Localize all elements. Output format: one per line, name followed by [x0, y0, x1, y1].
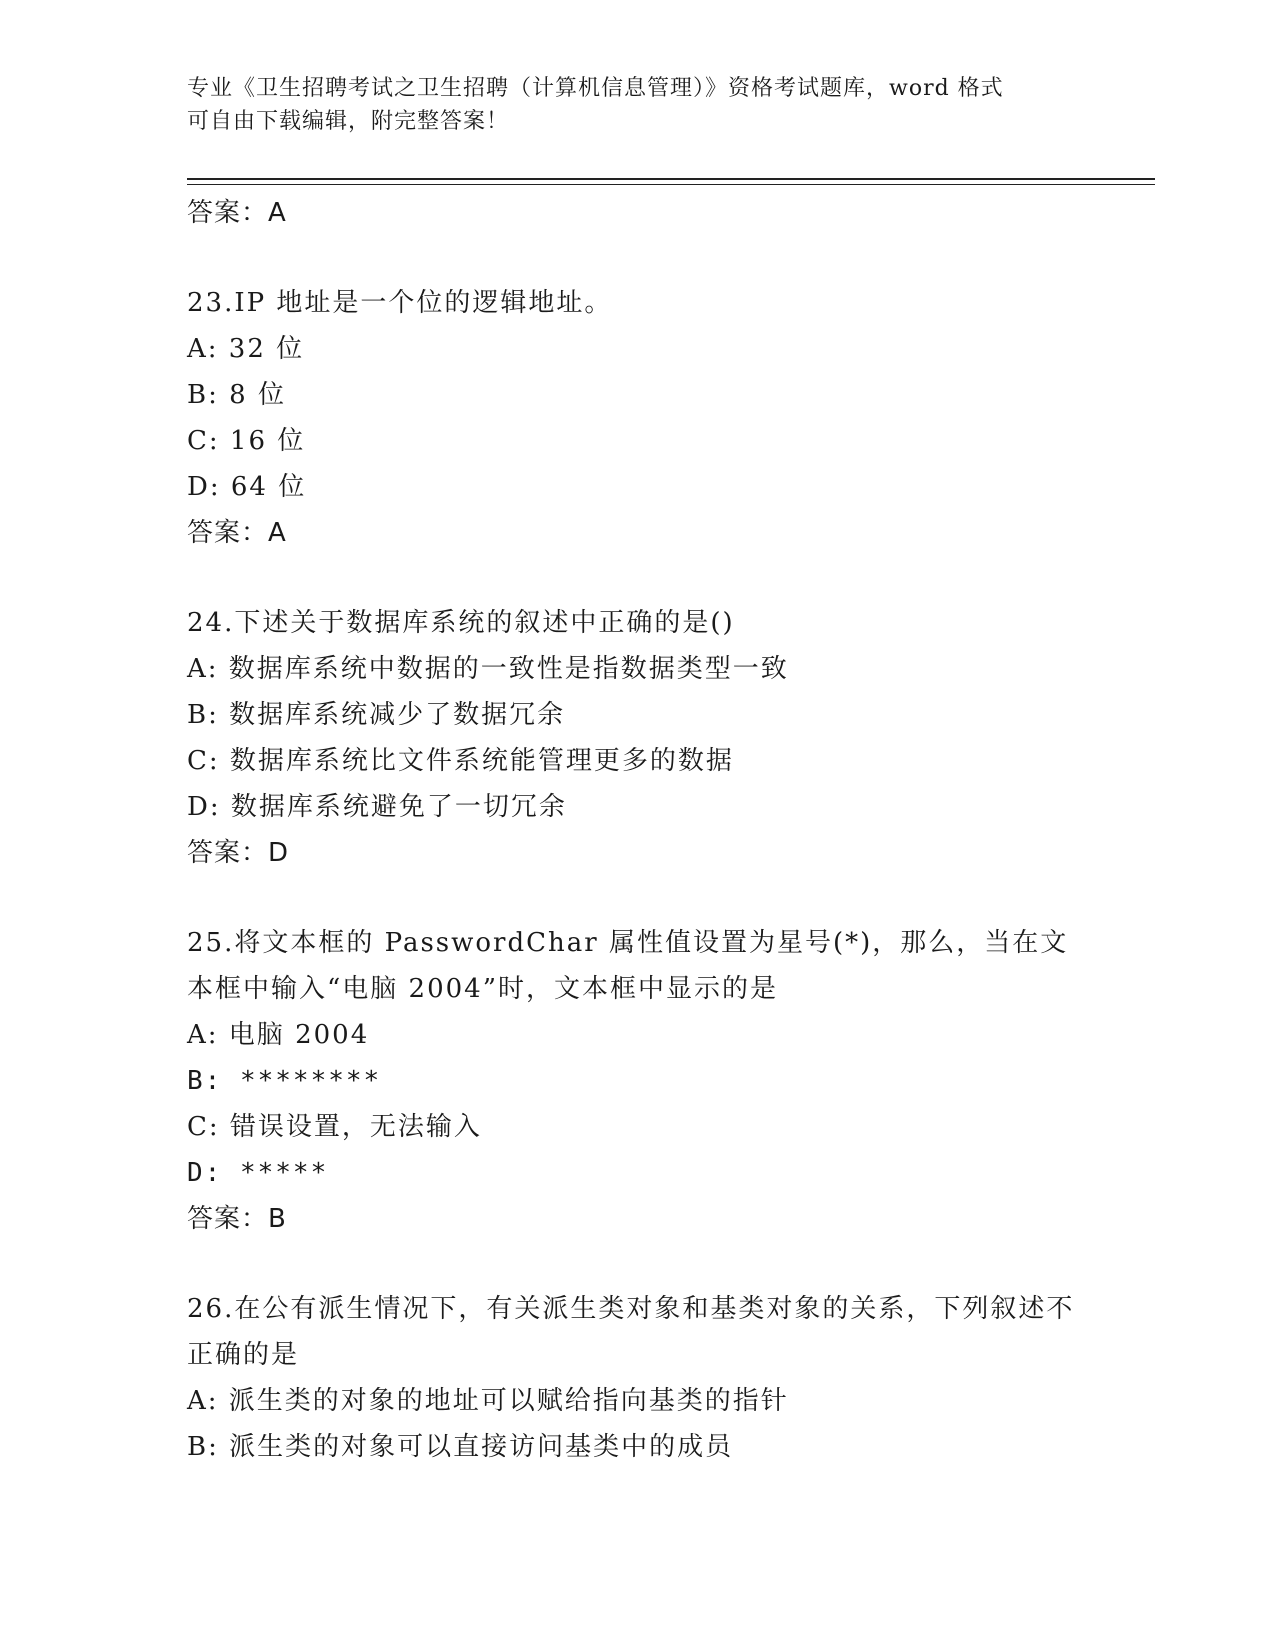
option-d: D: 数据库系统避免了一切冗余 — [187, 792, 567, 822]
option-a: A: 派生类的对象的地址可以赋给指向基类的指针 — [187, 1386, 789, 1416]
question-25 — [187, 920, 1087, 1242]
option-b: B: 派生类的对象可以直接访问基类中的成员 — [187, 1432, 734, 1462]
option-a: A: 电脑 2004 — [187, 1020, 370, 1050]
question-text: 26.在公有派生情况下，有关派生类对象和基类对象的关系，下列叙述不正确的是 — [187, 1294, 1075, 1370]
answer-line: 答案：D — [187, 838, 290, 868]
header-divider-thin — [187, 184, 1155, 185]
option-c: C: 16 位 — [187, 426, 306, 456]
question-26 — [187, 1286, 1087, 1470]
option-c: C: 错误设置，无法输入 — [187, 1112, 482, 1142]
option-b: B: 8 位 — [187, 380, 286, 410]
question-list — [187, 190, 1087, 1470]
answer-line: 答案：B — [187, 1204, 287, 1234]
header-line-2: 可自由下载编辑，附完整答案！ — [187, 109, 510, 134]
header-divider — [187, 178, 1155, 180]
option-d: D: 64 位 — [187, 472, 307, 502]
option-a: A: 数据库系统中数据的一致性是指数据类型一致 — [187, 654, 789, 684]
question-23 — [187, 280, 1087, 556]
answer-line: 答案：A — [187, 518, 287, 548]
answer-line: 答案：A — [187, 198, 287, 228]
question-text: 23.IP 地址是一个位的逻辑地址。 — [187, 288, 613, 318]
document-header — [187, 72, 1067, 138]
option-b: B: ******** — [187, 1066, 382, 1096]
option-d: D: ***** — [187, 1158, 329, 1188]
option-b: B: 数据库系统减少了数据冗余 — [187, 700, 566, 730]
option-a: A: 32 位 — [187, 334, 305, 364]
question-24 — [187, 600, 1087, 876]
question-text: 25.将文本框的 PasswordChar 属性值设置为星号(*)，那么，当在文本框中输入“电脑 2004”时，文本框中显示的是 — [187, 928, 1069, 1004]
option-c: C: 数据库系统比文件系统能管理更多的数据 — [187, 746, 734, 776]
question-text: 24.下述关于数据库系统的叙述中正确的是() — [187, 608, 735, 638]
header-line-1: 专业《卫生招聘考试之卫生招聘（计算机信息管理）》资格考试题库，word 格式 — [187, 76, 1004, 101]
